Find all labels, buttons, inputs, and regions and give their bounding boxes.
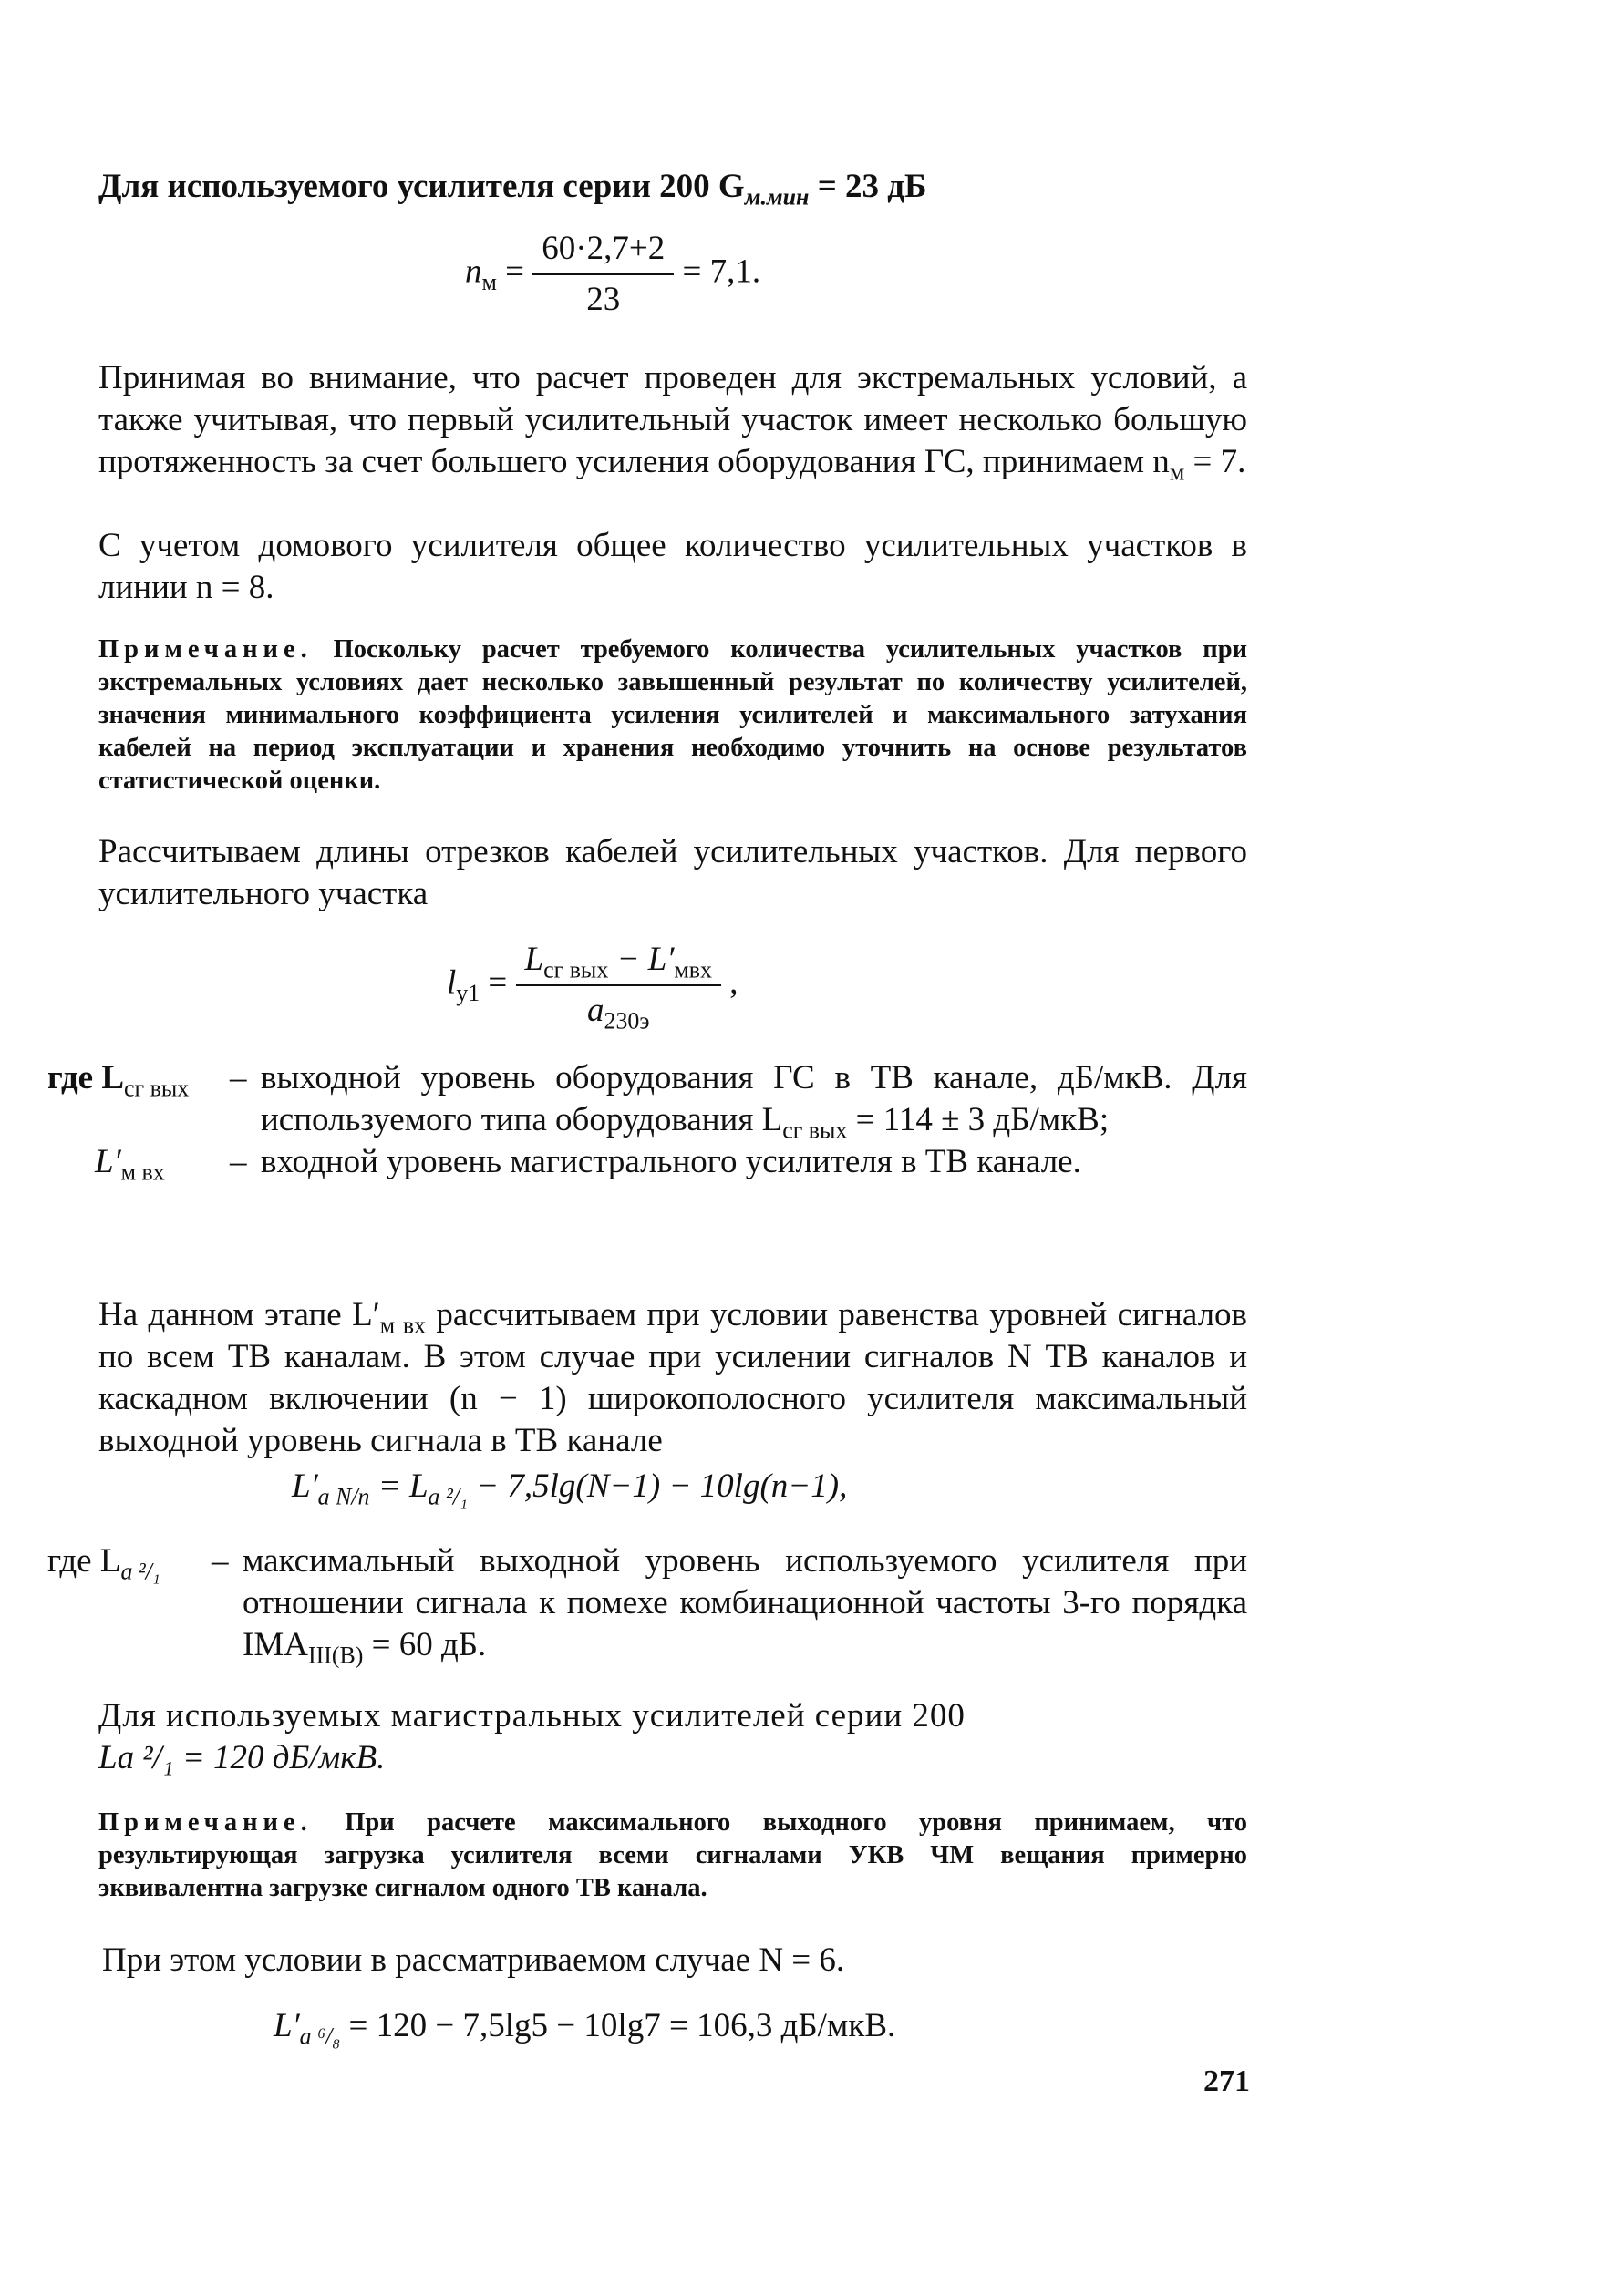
definition-lsg-term-text: где L [47, 1059, 125, 1097]
formula-nm [465, 228, 760, 321]
definition-lmvx-term-sub: м вх [120, 1158, 165, 1186]
definition-list-1 [47, 1057, 1247, 1186]
note-1-heading: Примечание. [98, 635, 313, 664]
formula-nm-lhs-sub: м [481, 268, 497, 295]
page-number: 271 [1203, 2064, 1250, 2098]
definition-lmvx-term-text: L′ [95, 1143, 121, 1180]
definition-la21-dash: – [212, 1542, 229, 1580]
formula-nm-fraction [532, 228, 674, 321]
definition-lsg [47, 1057, 1247, 1144]
formula-la-mid: = L [369, 1467, 429, 1505]
definition-lmvx-text: входной уровень магистрального усилителя в ТВ канале. [261, 1143, 1081, 1180]
note-1-text: Поскольку расчет требуемого количества усилительных участков при экстремальных условиях дает несколько завышенный результат по количеству усилителей, значения минимального коэффициента усиления усилителей и максимального затухания кабелей на период эксплуатации и хранения необходимо уточнить на основе результатов статистической оценки. [98, 635, 1247, 795]
definition-lmvx-term [47, 1141, 230, 1186]
paragraph-6-text: При этом условии в рассматриваемом случае N = 6. [102, 1941, 845, 1979]
paragraph-5-text: Для используемых магистральных усилителей серии 200 [98, 1697, 966, 1735]
formula-ly1-fraction [516, 939, 721, 1035]
definition-lsg-text-main: выходной уровень оборудования ГС в ТВ канале, дБ/мкВ. Для используемого типа оборудования L [261, 1059, 1247, 1138]
formula-nm-result: = 7,1. [682, 252, 761, 291]
paragraph-3 [98, 831, 1247, 915]
definition-lsg-text-end: = 114 ± 3 дБ/мкВ; [847, 1101, 1110, 1138]
formula-la-lhs-sub: a N/n [317, 1483, 370, 1510]
formula-ly1-lhs-sub: у1 [456, 979, 480, 1006]
definition-la21-term-text: где L [47, 1542, 121, 1580]
formula-la-result [274, 2005, 896, 2050]
formula-la-result-lhs: L′ [274, 2007, 300, 2044]
formula-ly1 [447, 939, 738, 1035]
formula-ly1-den-a: a [587, 992, 604, 1029]
paragraph-1-text: Принимая во внимание, что расчет проведен для экстремальных условий, а также учитывая, что первый усилительный участок имеет несколько большую протяженность за счет большего усиления оборудования ГС, принимаем n [98, 359, 1247, 480]
definition-lsg-term [47, 1057, 230, 1141]
definition-la21-text-main: максимальный выходной уровень используемого усилителя при отношении сигнала к помехе комбинационной частоты 3-го порядка IMA [243, 1542, 1247, 1663]
formula-ly1-num-mid: − L′ [608, 941, 675, 978]
formula-nm-numerator: 60·2,7+2 [532, 228, 674, 275]
paragraph-6 [102, 1940, 1251, 1982]
paragraph-1-sub: м [1169, 458, 1185, 486]
definition-la21-term [47, 1540, 212, 1666]
formula-ly1-num-b-sub: мвх [674, 956, 712, 983]
note-2-text: При расчете максимального выходного уровня принимаем, что результирующая загрузка усилителя всеми сигналами УКВ ЧМ вещания примерно эквивалентна загрузке сигналом одного ТВ канала. [98, 1808, 1247, 1902]
formula-ly1-num-a: L [524, 941, 544, 978]
formula-ly1-end: , [729, 963, 738, 1002]
formula-ly1-denominator [516, 986, 721, 1035]
note-2 [98, 1807, 1247, 1905]
note-2-heading: Примечание. [98, 1808, 313, 1837]
definition-la21-text [243, 1540, 1247, 1669]
formula-la [292, 1466, 847, 1508]
formula-la-lhs: L′ [292, 1467, 318, 1505]
formula-la-result-rest: = 120 − 7,5lg5 − 10lg7 = 106,3 дБ/мкВ. [340, 2007, 896, 2044]
formula-nm-lhs: n [465, 252, 482, 291]
definition-lsg-term-sub: сг вых [124, 1075, 190, 1102]
definition-list-2 [47, 1540, 1247, 1669]
paragraph-5 [98, 1695, 1247, 1779]
formula-nm-denominator: 23 [586, 281, 621, 318]
definition-lsg-dash: – [230, 1059, 247, 1097]
formula-ly1-lhs: l [447, 963, 457, 1002]
definition-lmvx [47, 1141, 1247, 1186]
paragraph-4-text-a: На данном этапе L′ [98, 1296, 380, 1333]
formula-ly1-den-sub: 230э [604, 1007, 650, 1035]
note-1 [98, 633, 1247, 798]
paragraph-5-value: La ²/₁ = 120 дБ/мкВ. [98, 1739, 386, 1776]
definition-lmvx-dash: – [230, 1143, 247, 1180]
paragraph-1 [98, 357, 1247, 486]
definition-lsg-text-sub: сг вых [782, 1117, 848, 1144]
definition-la21-text-end: = 60 дБ. [363, 1626, 487, 1663]
formula-ly1-num-a-sub: сг вых [543, 956, 609, 983]
paragraph-4-sub: м вх [379, 1312, 426, 1339]
formula-nm-eq: = [505, 252, 525, 291]
intro-sub: м.мин [744, 183, 810, 211]
paragraph-4-text-b: рассчитываем при условии равенства уровней сигналов по всем ТВ каналам. В этом случае при усилении сигналов N ТВ каналов и каскадном включении (n − 1) широкополосного усилителя максимальный выходной уровень сигнала в ТВ канале [98, 1296, 1248, 1459]
definition-la21-term-sub: a ²/₁ [120, 1558, 160, 1585]
paragraph-3-text: Рассчитываем длины отрезков кабелей усилительных участков. Для первого усилительного участка [98, 833, 1247, 912]
definition-la21 [47, 1540, 1247, 1669]
paragraph-2 [98, 525, 1247, 609]
formula-ly1-numerator [516, 939, 721, 986]
definition-la21-text-sub: III(B) [307, 1642, 364, 1669]
formula-la-result-sub: a ⁶/₈ [299, 2023, 341, 2050]
intro-end: = 23 дБ [809, 168, 927, 205]
formula-la-mid-sub: a ²/₁ [428, 1483, 468, 1510]
paragraph-4 [98, 1294, 1247, 1462]
intro-line [98, 166, 1247, 211]
paragraph-1-end: = 7. [1184, 443, 1246, 480]
intro-text: Для используемого усилителя серии 200 G [98, 168, 745, 205]
formula-la-rest: − 7,5lg(N−1) − 10lg(n−1), [467, 1467, 848, 1505]
paragraph-2-text: С учетом домового усилителя общее количество усилительных участков в линии n = 8. [98, 527, 1247, 606]
formula-ly1-eq: = [488, 963, 508, 1002]
definition-lsg-text [261, 1057, 1247, 1144]
